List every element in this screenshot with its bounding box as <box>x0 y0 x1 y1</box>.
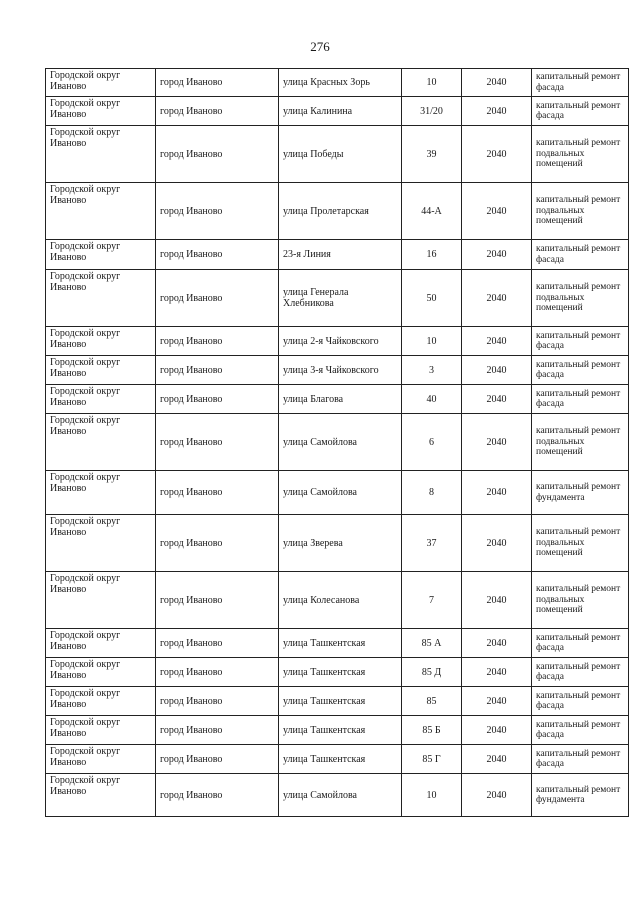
work-type-cell: капитальный ремонт фасада <box>532 356 629 385</box>
year-cell: 2040 <box>462 745 532 774</box>
year-cell: 2040 <box>462 716 532 745</box>
year-cell: 2040 <box>462 774 532 817</box>
year-cell: 2040 <box>462 385 532 414</box>
okrug-cell: Городской округ Иваново <box>46 658 156 687</box>
house-number-cell: 8 <box>402 471 462 515</box>
table-row <box>46 126 629 183</box>
city-cell: город Иваново <box>156 270 279 327</box>
work-type-cell: капитальный ремонт подвальных помещений <box>532 183 629 240</box>
okrug-cell: Городской округ Иваново <box>46 515 156 572</box>
okrug-cell: Городской округ Иваново <box>46 69 156 97</box>
okrug-cell: Городской округ Иваново <box>46 774 156 817</box>
year-cell: 2040 <box>462 687 532 716</box>
work-type-cell: капитальный ремонт фасада <box>532 327 629 356</box>
year-cell: 2040 <box>462 471 532 515</box>
table-row <box>46 716 629 745</box>
table-row <box>46 414 629 471</box>
work-type-cell: капитальный ремонт фундамента <box>532 471 629 515</box>
year-cell: 2040 <box>462 183 532 240</box>
work-type-cell: капитальный ремонт фасада <box>532 240 629 270</box>
street-cell: улица Ташкентская <box>279 658 402 687</box>
year-cell: 2040 <box>462 658 532 687</box>
city-cell: город Иваново <box>156 471 279 515</box>
house-number-cell: 3 <box>402 356 462 385</box>
city-cell: город Иваново <box>156 69 279 97</box>
table-row <box>46 629 629 658</box>
year-cell: 2040 <box>462 356 532 385</box>
work-type-cell: капитальный ремонт фасада <box>532 69 629 97</box>
work-type-cell: капитальный ремонт фасада <box>532 658 629 687</box>
house-number-cell: 50 <box>402 270 462 327</box>
okrug-cell: Городской округ Иваново <box>46 716 156 745</box>
okrug-cell: Городской округ Иваново <box>46 572 156 629</box>
table-row <box>46 240 629 270</box>
table-row <box>46 356 629 385</box>
housing-repair-table <box>45 68 629 817</box>
city-cell: город Иваново <box>156 414 279 471</box>
house-number-cell: 7 <box>402 572 462 629</box>
work-type-cell: капитальный ремонт фасада <box>532 629 629 658</box>
house-number-cell: 40 <box>402 385 462 414</box>
okrug-cell: Городской округ Иваново <box>46 97 156 126</box>
city-cell: город Иваново <box>156 356 279 385</box>
table-row <box>46 774 629 817</box>
city-cell: город Иваново <box>156 716 279 745</box>
city-cell: город Иваново <box>156 126 279 183</box>
street-cell: улица Ташкентская <box>279 687 402 716</box>
year-cell: 2040 <box>462 97 532 126</box>
okrug-cell: Городской округ Иваново <box>46 240 156 270</box>
year-cell: 2040 <box>462 327 532 356</box>
street-cell: улица Благова <box>279 385 402 414</box>
okrug-cell: Городской округ Иваново <box>46 629 156 658</box>
table-body <box>46 69 629 817</box>
city-cell: город Иваново <box>156 240 279 270</box>
work-type-cell: капитальный ремонт фасада <box>532 385 629 414</box>
work-type-cell: капитальный ремонт подвальных помещений <box>532 515 629 572</box>
year-cell: 2040 <box>462 414 532 471</box>
street-cell: улица Калинина <box>279 97 402 126</box>
year-cell: 2040 <box>462 572 532 629</box>
work-type-cell: капитальный ремонт фасада <box>532 97 629 126</box>
house-number-cell: 85 Д <box>402 658 462 687</box>
city-cell: город Иваново <box>156 629 279 658</box>
table-row <box>46 515 629 572</box>
city-cell: город Иваново <box>156 515 279 572</box>
work-type-cell: капитальный ремонт подвальных помещений <box>532 414 629 471</box>
table-row <box>46 270 629 327</box>
table-row <box>46 471 629 515</box>
house-number-cell: 85 Б <box>402 716 462 745</box>
street-cell: улица Самойлова <box>279 471 402 515</box>
house-number-cell: 44-А <box>402 183 462 240</box>
house-number-cell: 39 <box>402 126 462 183</box>
street-cell: улица Зверева <box>279 515 402 572</box>
street-cell: улица 2-я Чайковского <box>279 327 402 356</box>
okrug-cell: Городской округ Иваново <box>46 385 156 414</box>
city-cell: город Иваново <box>156 572 279 629</box>
house-number-cell: 6 <box>402 414 462 471</box>
okrug-cell: Городской округ Иваново <box>46 327 156 356</box>
work-type-cell: капитальный ремонт подвальных помещений <box>532 270 629 327</box>
street-cell: улица Колесанова <box>279 572 402 629</box>
work-type-cell: капитальный ремонт фасада <box>532 745 629 774</box>
house-number-cell: 37 <box>402 515 462 572</box>
page-number: 276 <box>310 39 330 54</box>
house-number-cell: 31/20 <box>402 97 462 126</box>
street-cell: улица Красных Зорь <box>279 69 402 97</box>
work-type-cell: капитальный ремонт фундамента <box>532 774 629 817</box>
work-type-cell: капитальный ремонт подвальных помещений <box>532 126 629 183</box>
year-cell: 2040 <box>462 629 532 658</box>
city-cell: город Иваново <box>156 745 279 774</box>
table-row <box>46 385 629 414</box>
house-number-cell: 85 <box>402 687 462 716</box>
city-cell: город Иваново <box>156 658 279 687</box>
city-cell: город Иваново <box>156 385 279 414</box>
house-number-cell: 10 <box>402 774 462 817</box>
table-row <box>46 97 629 126</box>
okrug-cell: Городской округ Иваново <box>46 414 156 471</box>
year-cell: 2040 <box>462 240 532 270</box>
street-cell: улица Победы <box>279 126 402 183</box>
okrug-cell: Городской округ Иваново <box>46 745 156 774</box>
street-cell: улица 3-я Чайковского <box>279 356 402 385</box>
city-cell: город Иваново <box>156 327 279 356</box>
city-cell: город Иваново <box>156 687 279 716</box>
house-number-cell: 16 <box>402 240 462 270</box>
table-row <box>46 183 629 240</box>
street-cell: улица Ташкентская <box>279 716 402 745</box>
table-row <box>46 687 629 716</box>
house-number-cell: 10 <box>402 69 462 97</box>
city-cell: город Иваново <box>156 183 279 240</box>
okrug-cell: Городской округ Иваново <box>46 471 156 515</box>
street-cell: 23-я Линия <box>279 240 402 270</box>
street-cell: улица Ташкентская <box>279 745 402 774</box>
house-number-cell: 85 А <box>402 629 462 658</box>
okrug-cell: Городской округ Иваново <box>46 356 156 385</box>
house-number-cell: 85 Г <box>402 745 462 774</box>
street-cell: улица Самойлова <box>279 774 402 817</box>
table-row <box>46 745 629 774</box>
year-cell: 2040 <box>462 69 532 97</box>
table-row <box>46 658 629 687</box>
table-row <box>46 572 629 629</box>
street-cell: улица Пролетарская <box>279 183 402 240</box>
okrug-cell: Городской округ Иваново <box>46 270 156 327</box>
house-number-cell: 10 <box>402 327 462 356</box>
street-cell: улица Генерала Хлебникова <box>279 270 402 327</box>
work-type-cell: капитальный ремонт фасада <box>532 687 629 716</box>
okrug-cell: Городской округ Иваново <box>46 687 156 716</box>
table-row <box>46 327 629 356</box>
year-cell: 2040 <box>462 270 532 327</box>
street-cell: улица Ташкентская <box>279 629 402 658</box>
okrug-cell: Городской округ Иваново <box>46 183 156 240</box>
street-cell: улица Самойлова <box>279 414 402 471</box>
work-type-cell: капитальный ремонт фасада <box>532 716 629 745</box>
okrug-cell: Городской округ Иваново <box>46 126 156 183</box>
year-cell: 2040 <box>462 515 532 572</box>
city-cell: город Иваново <box>156 97 279 126</box>
work-type-cell: капитальный ремонт подвальных помещений <box>532 572 629 629</box>
table-row <box>46 69 629 97</box>
year-cell: 2040 <box>462 126 532 183</box>
city-cell: город Иваново <box>156 774 279 817</box>
